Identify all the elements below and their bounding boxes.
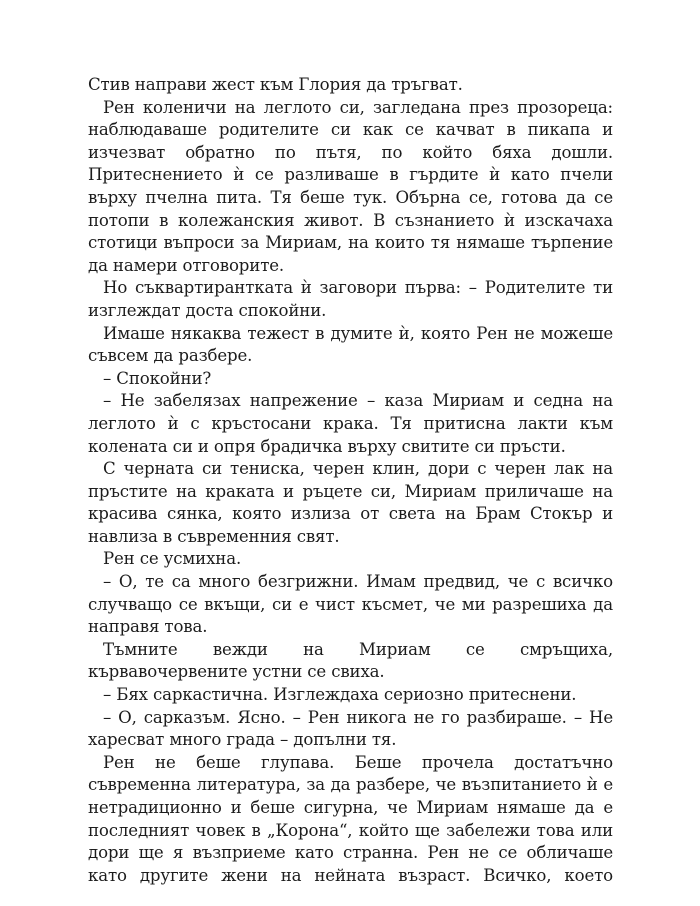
paragraph-6: – Не забелязах напрежение – каза Мириам и седна на леглото ѝ с кръстосани крака. Тя притисна лакти към колената си и опря брадичка върху свитите си пръсти.	[88, 391, 613, 456]
paragraph-9: – О, те са много безгрижни. Имам предвид, че с всичко случващо се вкъщи, си е чист късмет, че ми разрешиха да направя това.	[88, 572, 613, 637]
paragraph-4: Имаше някаква тежест в думите ѝ, която Рен не можеше съвсем да разбере.	[88, 323, 613, 366]
paragraph-2: Рен коленичи на леглото си, загледана през прозореца: наблюдаваше родителите си как се качват в пикапа и изчезват обратно по пътя, по който бяха дошли. Притеснението ѝ се разливаше в гърдите ѝ като пчели върху пчелна пита. Тя беше тук. Обърна се, готова да се потопи в колежанския живот. В съзнанието ѝ изскачаха стотици въпроси за Мириам, на които тя нямаше търпение да намери отговорите.	[88, 97, 613, 275]
paragraph-11: – Бях саркастична. Изглеждаха сериозно притеснени.	[103, 685, 577, 705]
paragraph-5: – Спокойни?	[103, 368, 212, 388]
paragraph-10: Тъмните вежди на Мириам се смръщиха, кървавочервените устни се свиха.	[88, 639, 613, 682]
paragraph-7: С черната си тениска, черен клин, дори с черен лак на пръстите на краката и ръцете си, Мириам приличаше на красива сянка, която излиза от света на Брам Стокър и навлиза в съвременния свят.	[88, 459, 613, 546]
paragraph-8: Рен се усмихна.	[103, 549, 242, 569]
paragraph-12: – О, сарказъм. Ясно. – Рен никога не го разбираше. – Не харесват много града – допълни тя.	[88, 707, 613, 750]
book-page-text	[88, 74, 613, 887]
paragraph-3: Но съквартирантката ѝ заговори първа: – Родителите ти изглеждат доста спокойни.	[88, 278, 613, 320]
paragraph-13: Рен не беше глупава. Беше прочела достатъчно съвременна литература, за да разбере, че възпитанието ѝ е нетрадиционно и беше сигурна, че Мириам нямаше да е последният човек в „Корона“, който ще забележи това или дори ще я възприеме като странна. Рен не се обличаше като другите жени на нейната възраст. Всичко, което	[88, 752, 613, 885]
paragraph-1: Стив направи жест към Глория да тръгват.	[88, 75, 463, 94]
